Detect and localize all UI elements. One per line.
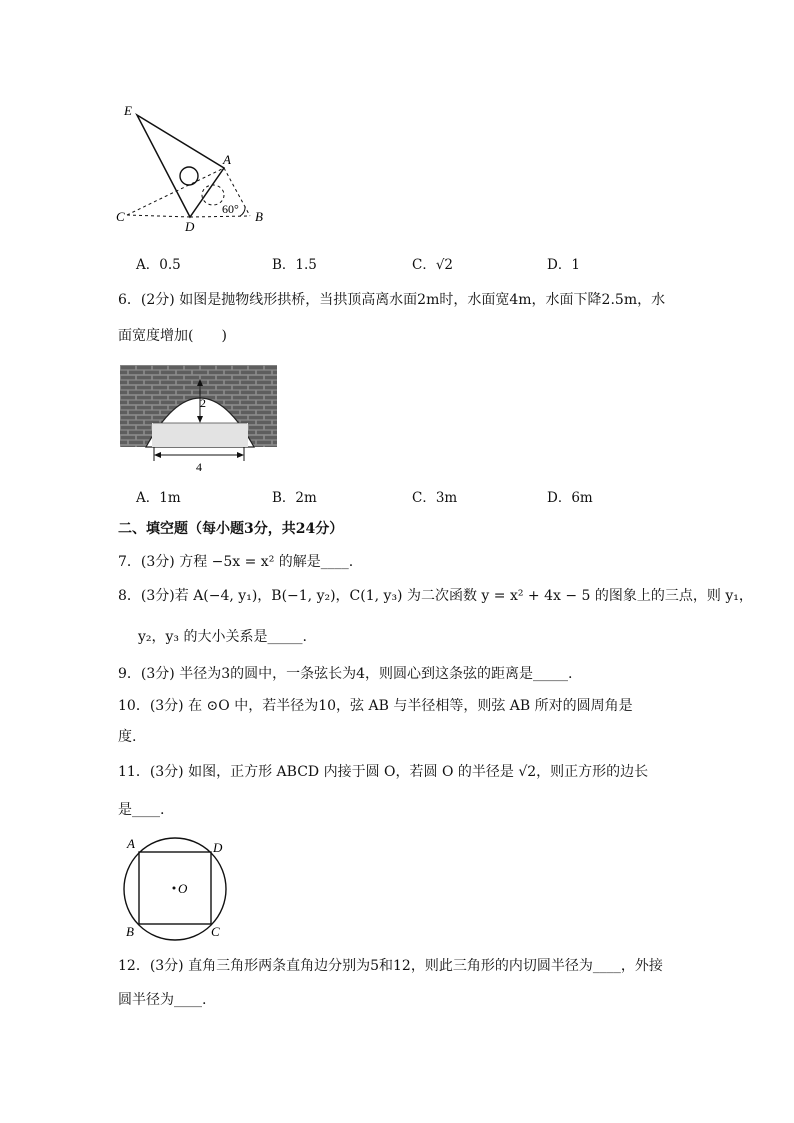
label-d: D [185, 219, 195, 234]
dashed-cd [127, 215, 190, 217]
q5-option-c: C．√2 [412, 257, 454, 273]
label-a: A [223, 152, 231, 167]
center-point [173, 887, 176, 890]
q8-line2: y₂，y₃ 的大小关系是_____. [138, 629, 307, 645]
angle-label: 60° [222, 202, 239, 216]
q6-option-a: A．1m [136, 490, 181, 506]
label-b: B [255, 209, 263, 224]
dashed-db [190, 216, 250, 217]
label-e: E [124, 103, 132, 118]
q5-option-d: D．1 [547, 257, 580, 273]
label-sq-c: C [211, 924, 220, 939]
angle-arc [240, 206, 245, 216]
width-arrow-right [237, 452, 244, 458]
dashed-ca [127, 168, 224, 215]
label-c: C [116, 209, 125, 224]
q10-line2: 度. [118, 729, 137, 745]
q10-line1: 10．(3分) 在 ⊙O 中，若半径为10，弦 AB 与半径相等，则弦 AB 所对的圆周角是 [118, 698, 633, 714]
bridge-figure [120, 365, 280, 477]
q11-line1: 11．(3分) 如图，正方形 ABCD 内接于圆 O，若圆 O 的半径是 √2，则正方形的边长 [118, 764, 649, 780]
water [152, 423, 248, 447]
width-arrow-left [154, 452, 161, 458]
label-sq-a: A [127, 836, 135, 851]
q6-option-c: C．3m [412, 490, 458, 506]
inner-circle [180, 167, 198, 185]
q5-option-a: A．0.5 [136, 257, 181, 273]
q7-text: 7．(3分) 方程 −5x = x² 的解是____. [118, 554, 354, 570]
height-label: 2 [200, 396, 206, 410]
triangle-figure [112, 100, 272, 235]
q5-option-b: B．1.5 [272, 257, 317, 273]
section-heading: 二、填空题（每小题3分，共24分） [118, 521, 344, 537]
q12-line1: 12．(3分) 直角三角形两条直角边分别为5和12，则此三角形的内切圆半径为____，外接 [118, 958, 663, 974]
q6-option-b: B．2m [272, 490, 317, 506]
label-sq-d: D [213, 840, 223, 855]
triangle-edc [137, 115, 224, 217]
q6-line1: 6．(2分) 如图是抛物线形拱桥，当拱顶高离水面2m时，水面宽4m，水面下降2.5m，水 [118, 292, 666, 308]
q12-line2: 圆半径为____. [118, 992, 207, 1008]
q6-line2: 面宽度增加( ) [118, 328, 227, 344]
q6-option-d: D．6m [547, 490, 593, 506]
q11-line2: 是____. [118, 802, 165, 818]
square-circle-figure [118, 832, 238, 944]
q9-text: 9．(3分) 半径为3的圆中，一条弦长为4，则圆心到这条弦的距离是_____. [118, 666, 573, 682]
label-sq-b: B [126, 924, 134, 939]
label-o: O [178, 881, 188, 896]
width-label: 4 [196, 460, 202, 474]
q8-line1: 8．(3分)若 A(−4, y₁)，B(−1, y₂)，C(1, y₃) 为二次函数 y = x² + 4x − 5 的图象上的三点，则 y₁， [118, 588, 753, 604]
